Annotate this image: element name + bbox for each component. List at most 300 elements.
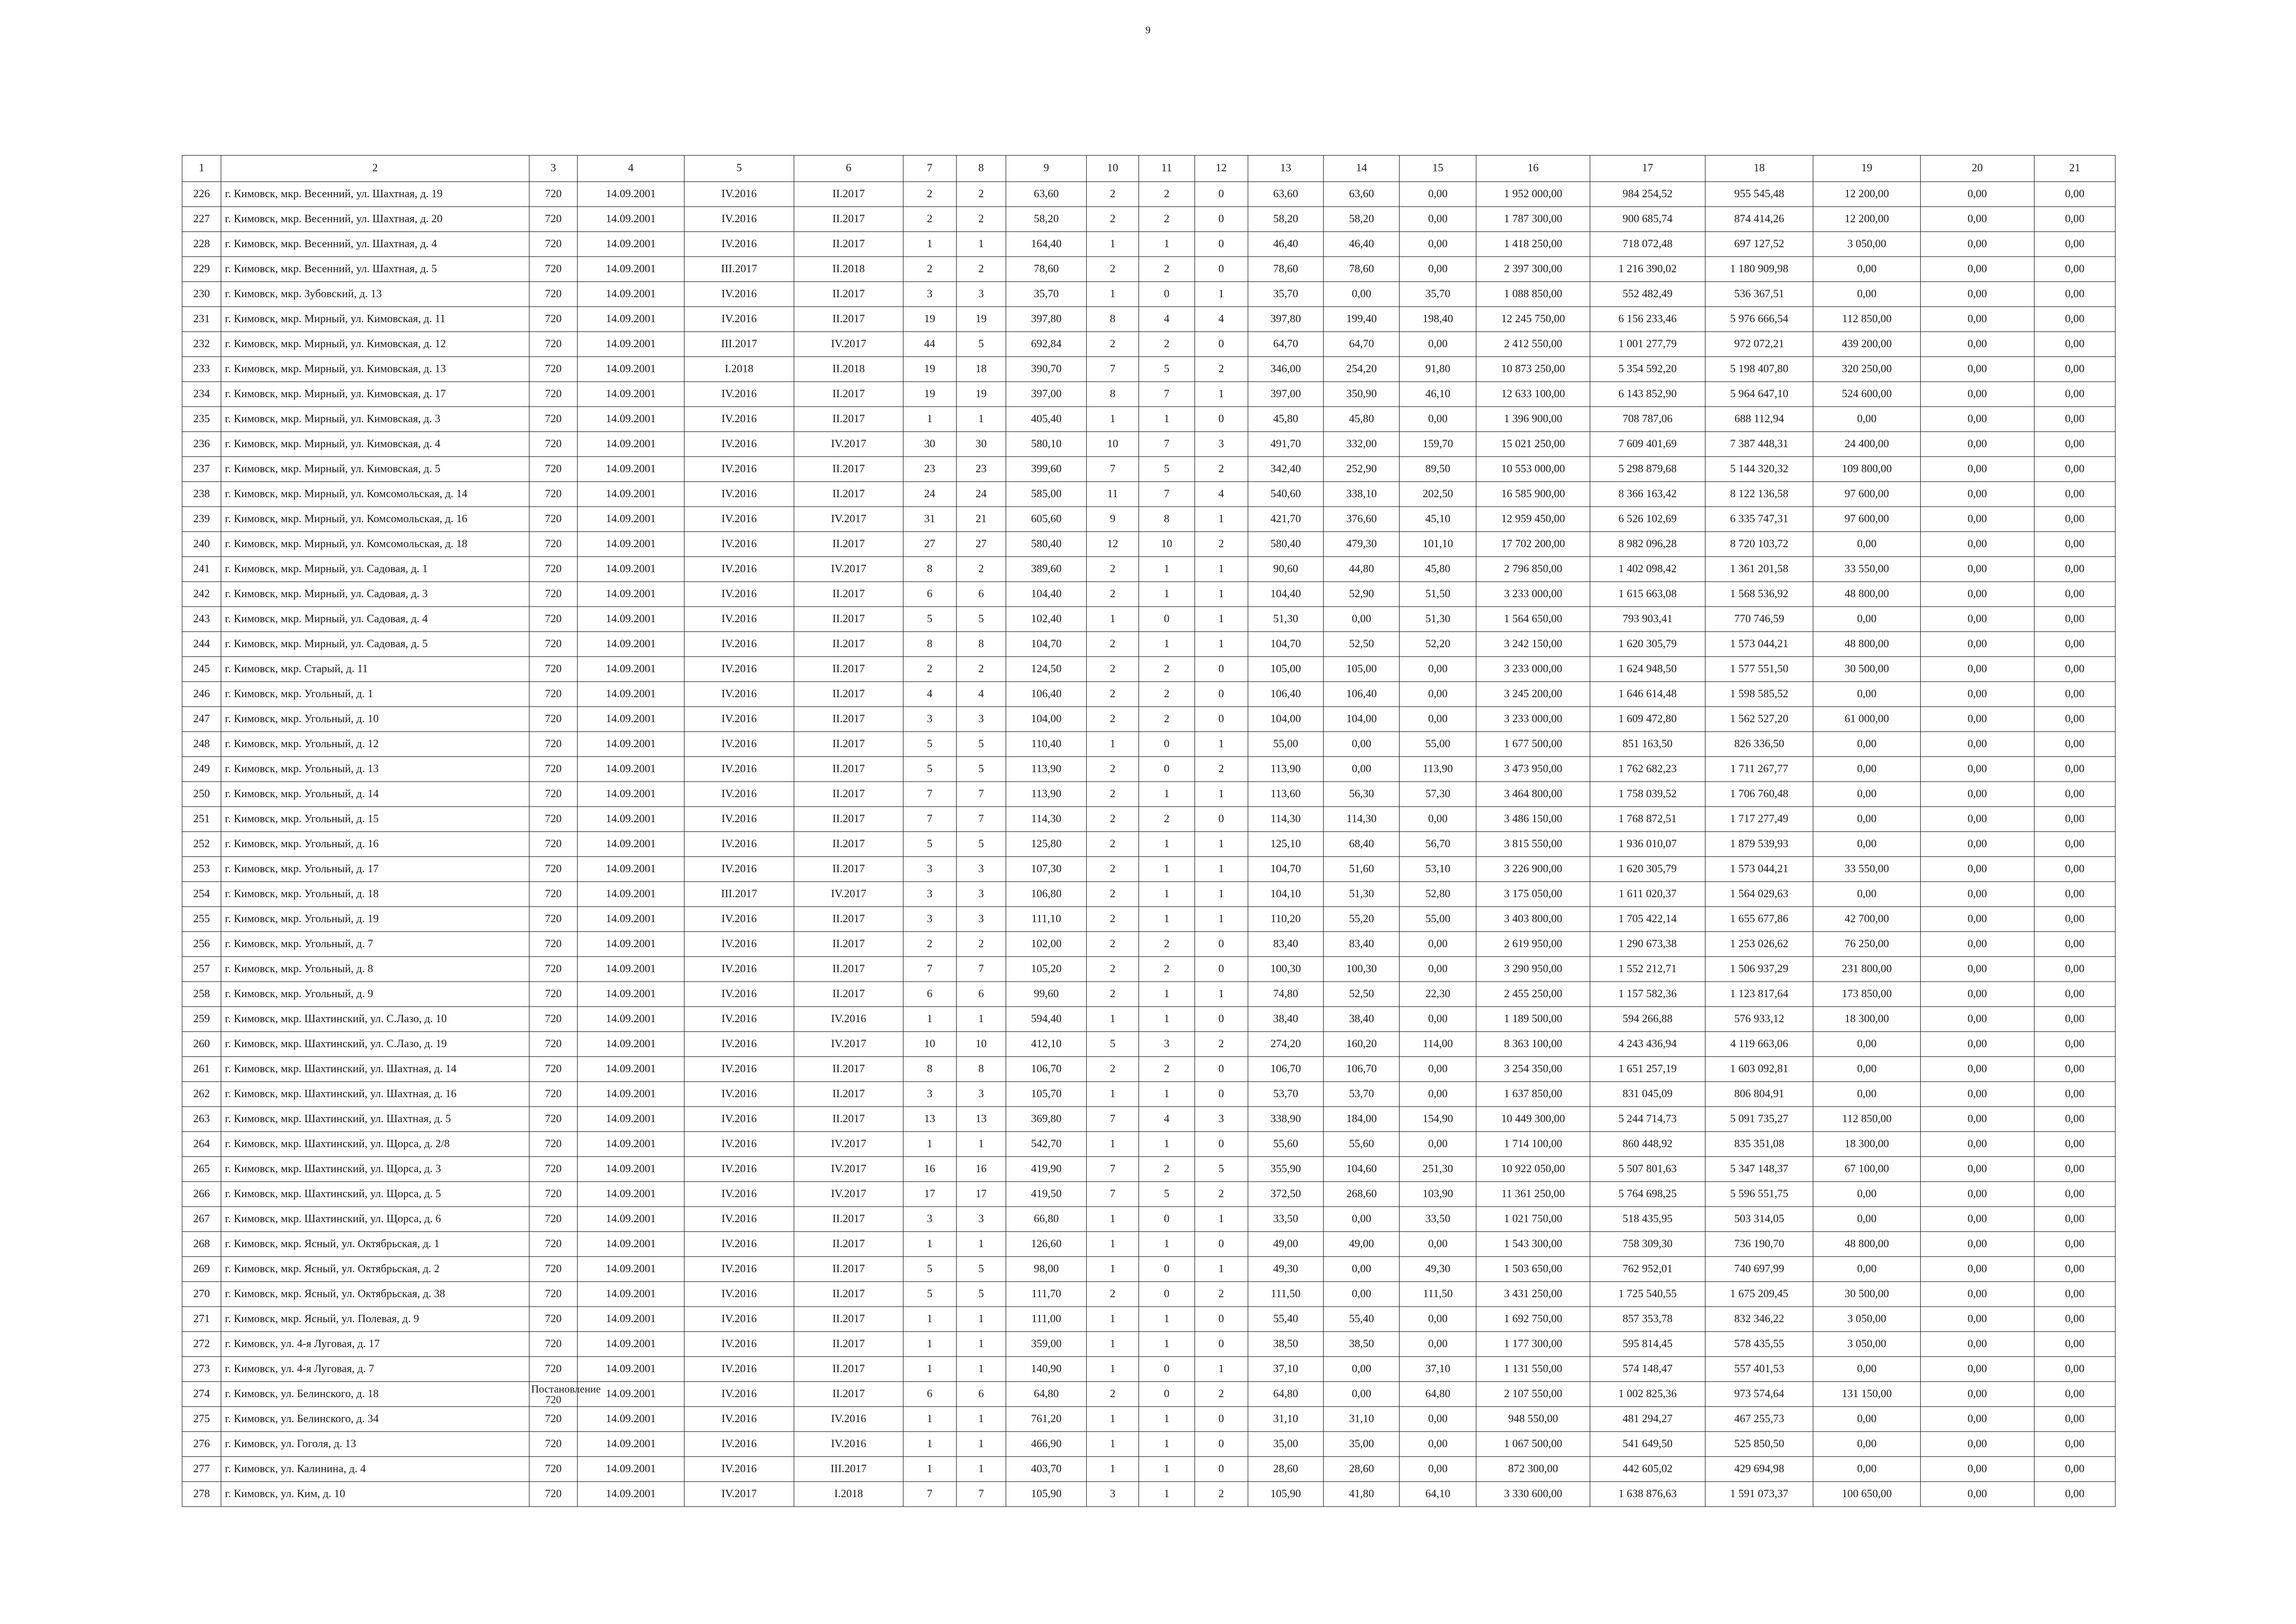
cell-col-8: 1 (956, 1307, 1006, 1332)
cell-col-14: 58,20 (1324, 207, 1400, 232)
cell-col-5: III.2017 (684, 257, 794, 282)
cell-col-15: 0,00 (1400, 1132, 1476, 1157)
cell-col-21: 0,00 (2034, 182, 2115, 207)
header-cell-11: 11 (1139, 156, 1195, 182)
cell-col-17: 541 649,50 (1590, 1432, 1705, 1457)
cell-col-8: 21 (956, 507, 1006, 532)
cell-col-17: 594 266,88 (1590, 1007, 1705, 1032)
cell-col-1: 243 (182, 607, 221, 632)
address-cell: г. Кимовск, ул. 4-я Луговая, д. 17 (221, 1332, 529, 1357)
cell-col-12: 2 (1195, 1282, 1248, 1307)
cell-col-12: 4 (1195, 307, 1248, 332)
cell-col-15: 49,30 (1400, 1257, 1476, 1282)
cell-col-9: 692,84 (1006, 332, 1087, 357)
cell-col-4: 14.09.2001 (578, 1207, 684, 1232)
table-row (182, 557, 2116, 582)
cell-col-3: 720 (529, 982, 577, 1007)
cell-col-6: II.2018 (794, 357, 903, 382)
cell-col-16: 3 486 150,00 (1476, 807, 1590, 832)
cell-col-13: 491,70 (1248, 432, 1324, 457)
cell-col-10: 2 (1087, 332, 1139, 357)
cell-col-10: 2 (1087, 807, 1139, 832)
cell-col-5: IV.2016 (684, 432, 794, 457)
cell-col-17: 4 243 436,94 (1590, 1032, 1705, 1057)
cell-col-10: 10 (1087, 432, 1139, 457)
cell-col-4: 14.09.2001 (578, 307, 684, 332)
cell-col-12: 1 (1195, 382, 1248, 407)
cell-col-9: 98,00 (1006, 1257, 1087, 1282)
table-row (182, 282, 2116, 307)
cell-col-13: 105,90 (1248, 1482, 1324, 1507)
cell-col-20: 0,00 (1920, 357, 2034, 382)
address-cell: г. Кимовск, мкр. Мирный, ул. Кимовская, д. 5 (221, 457, 529, 482)
cell-col-6: II.2017 (794, 1232, 903, 1257)
cell-col-12: 4 (1195, 482, 1248, 507)
cell-col-9: 106,70 (1006, 1057, 1087, 1082)
cell-col-13: 106,40 (1248, 682, 1324, 707)
cell-col-14: 49,00 (1324, 1232, 1400, 1257)
cell-col-14: 0,00 (1324, 282, 1400, 307)
cell-col-8: 23 (956, 457, 1006, 482)
cell-col-20: 0,00 (1920, 232, 2034, 257)
cell-col-11: 0 (1139, 607, 1195, 632)
cell-col-9: 369,80 (1006, 1107, 1087, 1132)
cell-col-17: 1 611 020,37 (1590, 882, 1705, 907)
cell-col-5: IV.2016 (684, 1382, 794, 1407)
cell-col-5: IV.2016 (684, 1457, 794, 1482)
cell-col-16: 2 619 950,00 (1476, 932, 1590, 957)
cell-col-11: 0 (1139, 757, 1195, 782)
cell-col-5: IV.2016 (684, 1207, 794, 1232)
cell-col-7: 7 (903, 782, 956, 807)
cell-col-8: 7 (956, 782, 1006, 807)
cell-col-21: 0,00 (2034, 1307, 2115, 1332)
cell-col-16: 15 021 250,00 (1476, 432, 1590, 457)
cell-col-7: 2 (903, 257, 956, 282)
cell-col-16: 1 131 550,00 (1476, 1357, 1590, 1382)
cell-col-15: 0,00 (1400, 1082, 1476, 1107)
cell-col-18: 1 573 044,21 (1705, 857, 1813, 882)
cell-col-3: 720 (529, 432, 577, 457)
cell-col-20: 0,00 (1920, 1082, 2034, 1107)
cell-col-7: 8 (903, 557, 956, 582)
table-row (182, 1282, 2116, 1307)
cell-col-11: 1 (1139, 907, 1195, 932)
cell-col-10: 1 (1087, 1207, 1139, 1232)
cell-col-14: 41,80 (1324, 1482, 1400, 1507)
cell-col-14: 0,00 (1324, 1282, 1400, 1307)
cell-col-8: 4 (956, 682, 1006, 707)
cell-col-8: 1 (956, 1407, 1006, 1432)
cell-col-17: 5 298 879,68 (1590, 457, 1705, 482)
cell-col-16: 1 021 750,00 (1476, 1207, 1590, 1232)
cell-col-10: 2 (1087, 932, 1139, 957)
cell-col-1: 226 (182, 182, 221, 207)
cell-col-12: 1 (1195, 632, 1248, 657)
cell-col-3: 720 (529, 1232, 577, 1257)
cell-col-13: 37,10 (1248, 1357, 1324, 1382)
cell-col-3: 720 (529, 182, 577, 207)
cell-col-8: 2 (956, 557, 1006, 582)
cell-col-1: 241 (182, 557, 221, 582)
table-row (182, 1107, 2116, 1132)
cell-col-19: 0,00 (1813, 282, 1920, 307)
cell-col-19: 320 250,00 (1813, 357, 1920, 382)
cell-col-17: 1 620 305,79 (1590, 857, 1705, 882)
header-cell-8: 8 (956, 156, 1006, 182)
cell-col-12: 0 (1195, 807, 1248, 832)
cell-col-12: 0 (1195, 232, 1248, 257)
cell-col-5: IV.2016 (684, 207, 794, 232)
cell-col-8: 1 (956, 232, 1006, 257)
cell-col-9: 111,70 (1006, 1282, 1087, 1307)
cell-col-1: 260 (182, 1032, 221, 1057)
cell-col-8: 17 (956, 1182, 1006, 1207)
cell-col-21: 0,00 (2034, 1007, 2115, 1032)
cell-col-13: 113,90 (1248, 757, 1324, 782)
cell-col-11: 1 (1139, 1007, 1195, 1032)
cell-col-16: 3 431 250,00 (1476, 1282, 1590, 1307)
table-row (182, 307, 2116, 332)
cell-col-21: 0,00 (2034, 632, 2115, 657)
cell-col-13: 397,80 (1248, 307, 1324, 332)
cell-col-17: 8 982 096,28 (1590, 532, 1705, 557)
cell-col-18: 1 603 092,81 (1705, 1057, 1813, 1082)
cell-col-13: 46,40 (1248, 232, 1324, 257)
cell-col-16: 3 290 950,00 (1476, 957, 1590, 982)
cell-col-9: 125,80 (1006, 832, 1087, 857)
cell-col-3: 720 (529, 1182, 577, 1207)
cell-col-16: 1 787 300,00 (1476, 207, 1590, 232)
cell-col-6: II.2017 (794, 1357, 903, 1382)
cell-col-20: 0,00 (1920, 332, 2034, 357)
cell-col-19: 3 050,00 (1813, 1307, 1920, 1332)
cell-col-3: 720 (529, 832, 577, 857)
cell-col-20: 0,00 (1920, 1232, 2034, 1257)
cell-col-14: 376,60 (1324, 507, 1400, 532)
address-cell: г. Кимовск, мкр. Шахтинский, ул. Шахтная, д. 14 (221, 1057, 529, 1082)
address-cell: г. Кимовск, мкр. Мирный, ул. Садовая, д. 3 (221, 582, 529, 607)
cell-col-11: 0 (1139, 1282, 1195, 1307)
cell-col-10: 1 (1087, 1007, 1139, 1032)
cell-col-18: 1 711 267,77 (1705, 757, 1813, 782)
cell-col-6: II.2017 (794, 207, 903, 232)
cell-col-17: 1 936 010,07 (1590, 832, 1705, 857)
cell-col-21: 0,00 (2034, 332, 2115, 357)
cell-col-12: 0 (1195, 1232, 1248, 1257)
address-cell: г. Кимовск, мкр. Угольный, д. 15 (221, 807, 529, 832)
cell-col-18: 5 198 407,80 (1705, 357, 1813, 382)
cell-col-21: 0,00 (2034, 782, 2115, 807)
cell-col-1: 248 (182, 732, 221, 757)
cell-col-1: 237 (182, 457, 221, 482)
cell-col-9: 105,70 (1006, 1082, 1087, 1107)
cell-col-14: 38,40 (1324, 1007, 1400, 1032)
cell-col-3: 720 (529, 682, 577, 707)
cell-col-18: 1 655 677,86 (1705, 907, 1813, 932)
cell-col-19: 12 200,00 (1813, 182, 1920, 207)
cell-col-19: 24 400,00 (1813, 432, 1920, 457)
cell-col-6: IV.2017 (794, 332, 903, 357)
cell-col-8: 2 (956, 207, 1006, 232)
cell-col-19: 112 850,00 (1813, 307, 1920, 332)
cell-col-4: 14.09.2001 (578, 1357, 684, 1382)
cell-col-18: 832 346,22 (1705, 1307, 1813, 1332)
cell-col-15: 0,00 (1400, 1057, 1476, 1082)
cell-col-15: 52,20 (1400, 632, 1476, 657)
table-row (182, 1332, 2116, 1357)
cell-col-16: 948 550,00 (1476, 1407, 1590, 1432)
cell-col-5: IV.2016 (684, 632, 794, 657)
cell-col-9: 111,10 (1006, 907, 1087, 932)
cell-col-9: 35,70 (1006, 282, 1087, 307)
cell-col-6: II.2017 (794, 532, 903, 557)
cell-col-10: 2 (1087, 857, 1139, 882)
cell-col-9: 114,30 (1006, 807, 1087, 832)
cell-col-8: 16 (956, 1157, 1006, 1182)
cell-col-17: 900 685,74 (1590, 207, 1705, 232)
cell-col-7: 1 (903, 1232, 956, 1257)
cell-col-4: 14.09.2001 (578, 807, 684, 832)
cell-col-16: 12 633 100,00 (1476, 382, 1590, 407)
cell-col-19: 48 800,00 (1813, 1232, 1920, 1257)
cell-col-10: 1 (1087, 1232, 1139, 1257)
header-cell-3: 3 (529, 156, 577, 182)
cell-col-21: 0,00 (2034, 1132, 2115, 1157)
cell-col-18: 740 697,99 (1705, 1257, 1813, 1282)
cell-col-21: 0,00 (2034, 1457, 2115, 1482)
cell-col-15: 0,00 (1400, 657, 1476, 682)
cell-col-3: 720 (529, 1457, 577, 1482)
cell-col-9: 399,60 (1006, 457, 1087, 482)
cell-col-11: 1 (1139, 857, 1195, 882)
cell-col-4: 14.09.2001 (578, 1082, 684, 1107)
cell-col-18: 4 119 663,06 (1705, 1032, 1813, 1057)
cell-col-20: 0,00 (1920, 1457, 2034, 1482)
cell-col-4: 14.09.2001 (578, 332, 684, 357)
cell-col-18: 1 573 044,21 (1705, 632, 1813, 657)
cell-col-5: IV.2016 (684, 182, 794, 207)
cell-col-13: 31,10 (1248, 1407, 1324, 1432)
cell-col-10: 1 (1087, 407, 1139, 432)
cell-col-6: II.2017 (794, 707, 903, 732)
cell-col-19: 3 050,00 (1813, 1332, 1920, 1357)
cell-col-20: 0,00 (1920, 382, 2034, 407)
address-cell: г. Кимовск, мкр. Мирный, ул. Садовая, д. 1 (221, 557, 529, 582)
header-cell-4: 4 (578, 156, 684, 182)
cell-col-11: 1 (1139, 1307, 1195, 1332)
cell-col-1: 236 (182, 432, 221, 457)
cell-col-3: 720 (529, 632, 577, 657)
cell-col-6: II.2017 (794, 232, 903, 257)
cell-col-9: 107,30 (1006, 857, 1087, 882)
address-cell: г. Кимовск, мкр. Старый, д. 11 (221, 657, 529, 682)
cell-col-17: 1 624 948,50 (1590, 657, 1705, 682)
cell-col-4: 14.09.2001 (578, 1482, 684, 1507)
cell-col-7: 17 (903, 1182, 956, 1207)
cell-col-7: 1 (903, 1432, 956, 1457)
table-row (182, 632, 2116, 657)
cell-col-14: 55,60 (1324, 1132, 1400, 1157)
cell-col-8: 19 (956, 307, 1006, 332)
cell-col-7: 1 (903, 1407, 956, 1432)
cell-col-11: 1 (1139, 1407, 1195, 1432)
cell-col-16: 2 412 550,00 (1476, 332, 1590, 357)
header-cell-2: 2 (221, 156, 529, 182)
cell-col-21: 0,00 (2034, 707, 2115, 732)
cell-col-17: 595 814,45 (1590, 1332, 1705, 1357)
cell-col-18: 688 112,94 (1705, 407, 1813, 432)
cell-col-20: 0,00 (1920, 1207, 2034, 1232)
cell-col-3: 720 (529, 782, 577, 807)
cell-col-7: 4 (903, 682, 956, 707)
cell-col-6: II.2017 (794, 807, 903, 832)
address-cell: г. Кимовск, мкр. Угольный, д. 16 (221, 832, 529, 857)
cell-col-4: 14.09.2001 (578, 682, 684, 707)
table-row (182, 732, 2116, 757)
cell-col-17: 1 552 212,71 (1590, 957, 1705, 982)
cell-col-20: 0,00 (1920, 1032, 2034, 1057)
cell-col-4: 14.09.2001 (578, 782, 684, 807)
table-row (182, 857, 2116, 882)
cell-col-13: 342,40 (1248, 457, 1324, 482)
cell-col-21: 0,00 (2034, 482, 2115, 507)
cell-col-1: 252 (182, 832, 221, 857)
cell-col-4: 14.09.2001 (578, 932, 684, 957)
cell-col-12: 0 (1195, 332, 1248, 357)
cell-col-17: 7 609 401,69 (1590, 432, 1705, 457)
cell-col-19: 0,00 (1813, 607, 1920, 632)
cell-col-11: 7 (1139, 482, 1195, 507)
cell-col-3: 720 (529, 307, 577, 332)
cell-col-6: II.2017 (794, 832, 903, 857)
cell-col-3: 720 (529, 732, 577, 757)
cell-col-13: 110,20 (1248, 907, 1324, 932)
header-cell-10: 10 (1087, 156, 1139, 182)
cell-col-16: 3 233 000,00 (1476, 582, 1590, 607)
cell-col-18: 503 314,05 (1705, 1207, 1813, 1232)
cell-col-9: 419,90 (1006, 1157, 1087, 1182)
cell-col-12: 0 (1195, 182, 1248, 207)
cell-col-21: 0,00 (2034, 207, 2115, 232)
cell-col-3: 720 (529, 707, 577, 732)
cell-col-7: 1 (903, 1132, 956, 1157)
header-cell-19: 19 (1813, 156, 1920, 182)
cell-col-13: 49,00 (1248, 1232, 1324, 1257)
cell-col-18: 1 123 817,64 (1705, 982, 1813, 1007)
cell-col-5: IV.2016 (684, 982, 794, 1007)
cell-col-6: II.2017 (794, 907, 903, 932)
cell-col-5: IV.2016 (684, 282, 794, 307)
cell-col-18: 736 190,70 (1705, 1232, 1813, 1257)
address-cell: г. Кимовск, мкр. Мирный, ул. Комсомольская, д. 18 (221, 532, 529, 557)
cell-col-3: 720 (529, 1132, 577, 1157)
table-row (182, 257, 2116, 282)
cell-col-19: 0,00 (1813, 1082, 1920, 1107)
cell-col-8: 2 (956, 932, 1006, 957)
cell-col-8: 1 (956, 1132, 1006, 1157)
cell-col-21: 0,00 (2034, 657, 2115, 682)
address-cell: г. Кимовск, мкр. Весенний, ул. Шахтная, д. 5 (221, 257, 529, 282)
cell-col-10: 2 (1087, 557, 1139, 582)
table-row (182, 482, 2116, 507)
cell-col-19: 33 550,00 (1813, 857, 1920, 882)
cell-col-18: 955 545,48 (1705, 182, 1813, 207)
cell-col-20: 0,00 (1920, 607, 2034, 632)
cell-col-20: 0,00 (1920, 1182, 2034, 1207)
cell-col-10: 3 (1087, 1482, 1139, 1507)
cell-col-8: 3 (956, 1082, 1006, 1107)
cell-col-14: 104,60 (1324, 1157, 1400, 1182)
cell-col-3: 720 (529, 1307, 577, 1332)
cell-col-8: 2 (956, 657, 1006, 682)
cell-col-5: IV.2016 (684, 1157, 794, 1182)
cell-col-13: 64,80 (1248, 1382, 1324, 1407)
cell-col-9: 105,90 (1006, 1482, 1087, 1507)
cell-col-9: 605,60 (1006, 507, 1087, 532)
cell-col-7: 19 (903, 357, 956, 382)
cell-col-11: 5 (1139, 1182, 1195, 1207)
cell-col-4: 14.09.2001 (578, 1057, 684, 1082)
cell-col-1: 235 (182, 407, 221, 432)
cell-col-7: 8 (903, 1057, 956, 1082)
cell-col-12: 2 (1195, 357, 1248, 382)
cell-col-12: 0 (1195, 207, 1248, 232)
cell-col-7: 5 (903, 607, 956, 632)
cell-col-1: 265 (182, 1157, 221, 1182)
cell-col-4: 14.09.2001 (578, 482, 684, 507)
cell-col-17: 1 762 682,23 (1590, 757, 1705, 782)
cell-col-14: 78,60 (1324, 257, 1400, 282)
cell-col-12: 1 (1195, 607, 1248, 632)
cell-col-14: 52,50 (1324, 982, 1400, 1007)
cell-col-15: 111,50 (1400, 1282, 1476, 1307)
cell-col-5: IV.2016 (684, 832, 794, 857)
cell-col-8: 1 (956, 1357, 1006, 1382)
table-row (182, 1182, 2116, 1207)
cell-col-4: 14.09.2001 (578, 407, 684, 432)
cell-col-9: 104,70 (1006, 632, 1087, 657)
cell-col-10: 9 (1087, 507, 1139, 532)
table-row (182, 607, 2116, 632)
address-cell: г. Кимовск, мкр. Зубовский, д. 13 (221, 282, 529, 307)
cell-col-16: 10 873 250,00 (1476, 357, 1590, 382)
cell-col-17: 1 002 825,36 (1590, 1382, 1705, 1407)
cell-col-13: 64,70 (1248, 332, 1324, 357)
cell-col-11: 1 (1139, 557, 1195, 582)
cell-col-17: 1 768 872,51 (1590, 807, 1705, 832)
cell-col-15: 45,80 (1400, 557, 1476, 582)
cell-col-10: 2 (1087, 657, 1139, 682)
cell-col-18: 1 564 029,63 (1705, 882, 1813, 907)
cell-col-20: 0,00 (1920, 682, 2034, 707)
cell-col-15: 159,70 (1400, 432, 1476, 457)
cell-col-1: 278 (182, 1482, 221, 1507)
cell-col-4: 14.09.2001 (578, 1007, 684, 1032)
cell-col-10: 7 (1087, 457, 1139, 482)
cell-col-18: 1 361 201,58 (1705, 557, 1813, 582)
cell-col-16: 3 254 350,00 (1476, 1057, 1590, 1082)
cell-col-12: 1 (1195, 732, 1248, 757)
cell-col-1: 256 (182, 932, 221, 957)
header-cell-16: 16 (1476, 156, 1590, 182)
cell-col-13: 355,90 (1248, 1157, 1324, 1182)
cell-col-11: 1 (1139, 1457, 1195, 1482)
cell-col-19: 0,00 (1813, 532, 1920, 557)
cell-col-10: 2 (1087, 207, 1139, 232)
cell-col-15: 89,50 (1400, 457, 1476, 482)
cell-col-13: 104,00 (1248, 707, 1324, 732)
